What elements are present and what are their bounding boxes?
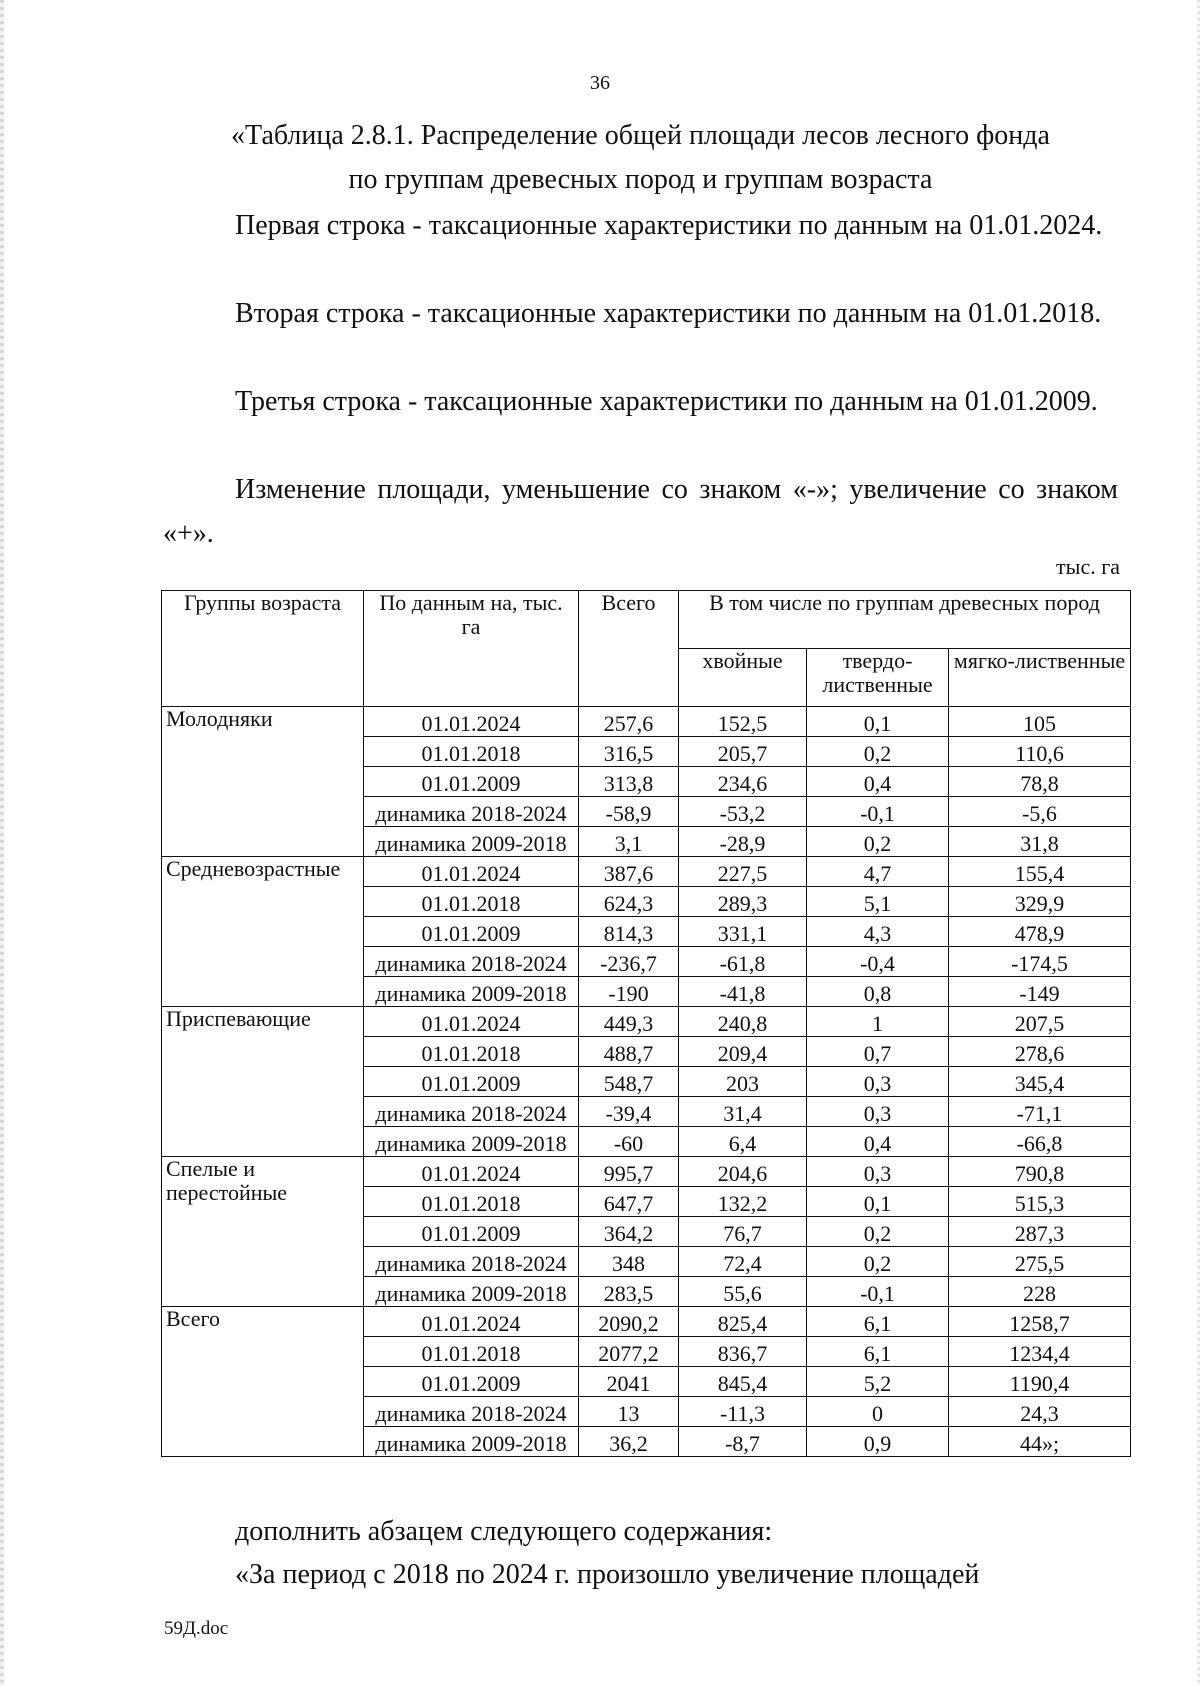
unit-label: тыс. га	[1056, 554, 1120, 579]
date-cell: 01.01.2009	[364, 1217, 579, 1247]
conifer-cell: -61,8	[679, 947, 807, 977]
date-cell: 01.01.2009	[364, 1067, 579, 1097]
date-cell: динамика 2009-2018	[364, 1427, 579, 1457]
conifer-cell: 825,4	[679, 1307, 807, 1337]
total-cell: 995,7	[579, 1157, 679, 1187]
header-softwood: мягко-лиственные	[949, 649, 1131, 707]
date-cell: динамика 2018-2024	[364, 1097, 579, 1127]
hardwood-cell: 1	[807, 1007, 949, 1037]
date-cell: 01.01.2018	[364, 1337, 579, 1367]
total-cell: 488,7	[579, 1037, 679, 1067]
hardwood-cell: 0,4	[807, 1127, 949, 1157]
date-cell: 01.01.2018	[364, 887, 579, 917]
hardwood-cell: 0,1	[807, 1187, 949, 1217]
hardwood-cell: 0,9	[807, 1427, 949, 1457]
table-row	[162, 1007, 1131, 1037]
header-date: По данным на, тыс. га	[364, 591, 579, 707]
softwood-cell: -149	[949, 977, 1131, 1007]
age-group-cell: Молодняки	[162, 707, 364, 857]
total-cell: 2077,2	[579, 1337, 679, 1367]
date-cell: 01.01.2024	[364, 1157, 579, 1187]
softwood-cell: 78,8	[949, 767, 1131, 797]
softwood-cell: 1258,7	[949, 1307, 1131, 1337]
total-cell: -60	[579, 1127, 679, 1157]
paragraph-change-sign: Изменение площади, уменьшение со знаком «-»; увеличение со знаком «+».	[163, 474, 1118, 549]
conifer-cell: 31,4	[679, 1097, 807, 1127]
date-cell: динамика 2009-2018	[364, 1127, 579, 1157]
table-row	[162, 1157, 1131, 1187]
conifer-cell: -53,2	[679, 797, 807, 827]
hardwood-cell: 4,3	[807, 917, 949, 947]
hardwood-cell: -0,1	[807, 797, 949, 827]
total-cell: 2090,2	[579, 1307, 679, 1337]
hardwood-cell: 0,2	[807, 1247, 949, 1277]
paragraph-supplement: дополнить абзацем следующего содержания:	[235, 1516, 773, 1547]
total-cell: 647,7	[579, 1187, 679, 1217]
softwood-cell: 478,9	[949, 917, 1131, 947]
total-cell: 364,2	[579, 1217, 679, 1247]
softwood-cell: 207,5	[949, 1007, 1131, 1037]
hardwood-cell: 0,2	[807, 827, 949, 857]
date-cell: 01.01.2018	[364, 1037, 579, 1067]
softwood-cell: 155,4	[949, 857, 1131, 887]
conifer-cell: -11,3	[679, 1397, 807, 1427]
hardwood-cell: -0,4	[807, 947, 949, 977]
paragraph-third-row: Третья строка - таксационные характеристики по данным на 01.01.2009.	[235, 386, 1098, 417]
softwood-cell: 1190,4	[949, 1367, 1131, 1397]
total-cell: -58,9	[579, 797, 679, 827]
conifer-cell: 227,5	[679, 857, 807, 887]
conifer-cell: -28,9	[679, 827, 807, 857]
age-group-cell: Приспевающие	[162, 1007, 364, 1157]
date-cell: 01.01.2009	[364, 1367, 579, 1397]
total-cell: 387,6	[579, 857, 679, 887]
conifer-cell: 203	[679, 1067, 807, 1097]
date-cell: 01.01.2018	[364, 1187, 579, 1217]
header-species-groups: В том числе по группам древесных пород	[679, 591, 1131, 649]
hardwood-cell: 0,3	[807, 1157, 949, 1187]
forest-area-table	[161, 590, 1131, 1457]
total-cell: 313,8	[579, 767, 679, 797]
total-cell: 316,5	[579, 737, 679, 767]
hardwood-cell: 0,2	[807, 1217, 949, 1247]
conifer-cell: 55,6	[679, 1277, 807, 1307]
conifer-cell: 240,8	[679, 1007, 807, 1037]
softwood-cell: 790,8	[949, 1157, 1131, 1187]
table-caption-line-1: «Таблица 2.8.1. Распределение общей площади лесов лесного фонда	[231, 120, 1050, 151]
table-row	[162, 707, 1131, 737]
hardwood-cell: 0,3	[807, 1097, 949, 1127]
hardwood-cell: 4,7	[807, 857, 949, 887]
conifer-cell: 331,1	[679, 917, 807, 947]
hardwood-cell: 0,8	[807, 977, 949, 1007]
conifer-cell: 132,2	[679, 1187, 807, 1217]
softwood-cell: 345,4	[949, 1067, 1131, 1097]
date-cell: 01.01.2024	[364, 857, 579, 887]
softwood-cell: -5,6	[949, 797, 1131, 827]
conifer-cell: 234,6	[679, 767, 807, 797]
paragraph-period-change: «За период с 2018 по 2024 г. произошло увеличение площадей	[235, 1559, 980, 1590]
hardwood-cell: 6,1	[807, 1337, 949, 1367]
total-cell: 13	[579, 1397, 679, 1427]
conifer-cell: 76,7	[679, 1217, 807, 1247]
date-cell: 01.01.2009	[364, 917, 579, 947]
header-hardwood: твердо-лиственные	[807, 649, 949, 707]
conifer-cell: 72,4	[679, 1247, 807, 1277]
softwood-cell: 228	[949, 1277, 1131, 1307]
hardwood-cell: 5,1	[807, 887, 949, 917]
conifer-cell: -41,8	[679, 977, 807, 1007]
softwood-cell: -71,1	[949, 1097, 1131, 1127]
date-cell: 01.01.2009	[364, 767, 579, 797]
hardwood-cell: 6,1	[807, 1307, 949, 1337]
total-cell: 548,7	[579, 1067, 679, 1097]
softwood-cell: 105	[949, 707, 1131, 737]
date-cell: динамика 2009-2018	[364, 1277, 579, 1307]
total-cell: 449,3	[579, 1007, 679, 1037]
header-total: Всего	[579, 591, 679, 707]
conifer-cell: -8,7	[679, 1427, 807, 1457]
softwood-cell: -66,8	[949, 1127, 1131, 1157]
softwood-cell: 1234,4	[949, 1337, 1131, 1367]
total-cell: -236,7	[579, 947, 679, 977]
header-conifer: хвойные	[679, 649, 807, 707]
softwood-cell: 275,5	[949, 1247, 1131, 1277]
footer-filename: 59Д.doc	[164, 1618, 229, 1639]
hardwood-cell: 0,2	[807, 737, 949, 767]
date-cell: 01.01.2024	[364, 707, 579, 737]
softwood-cell: 110,6	[949, 737, 1131, 767]
total-cell: 814,3	[579, 917, 679, 947]
page-number: 36	[590, 72, 610, 94]
total-cell: -39,4	[579, 1097, 679, 1127]
softwood-cell: 515,3	[949, 1187, 1131, 1217]
header-age-groups: Группы возраста	[162, 591, 364, 707]
date-cell: 01.01.2024	[364, 1307, 579, 1337]
conifer-cell: 204,6	[679, 1157, 807, 1187]
age-group-cell: Всего	[162, 1307, 364, 1457]
total-cell: 283,5	[579, 1277, 679, 1307]
conifer-cell: 836,7	[679, 1337, 807, 1367]
conifer-cell: 205,7	[679, 737, 807, 767]
softwood-cell: 329,9	[949, 887, 1131, 917]
hardwood-cell: 0,3	[807, 1067, 949, 1097]
date-cell: 01.01.2018	[364, 737, 579, 767]
table-caption-line-2: по группам древесных пород и группам возраста	[348, 164, 933, 195]
conifer-cell: 6,4	[679, 1127, 807, 1157]
age-group-cell: Спелые и перестойные	[162, 1157, 364, 1307]
date-cell: динамика 2018-2024	[364, 797, 579, 827]
total-cell: 348	[579, 1247, 679, 1277]
date-cell: динамика 2018-2024	[364, 947, 579, 977]
paragraph-second-row: Вторая строка - таксационные характеристики по данным на 01.01.2018.	[235, 298, 1102, 329]
date-cell: 01.01.2024	[364, 1007, 579, 1037]
conifer-cell: 152,5	[679, 707, 807, 737]
total-cell: 624,3	[579, 887, 679, 917]
hardwood-cell: 0	[807, 1397, 949, 1427]
softwood-cell: 44»;	[949, 1427, 1131, 1457]
total-cell: 36,2	[579, 1427, 679, 1457]
scan-edge-left	[0, 0, 4, 1686]
conifer-cell: 845,4	[679, 1367, 807, 1397]
date-cell: динамика 2018-2024	[364, 1247, 579, 1277]
softwood-cell: 278,6	[949, 1037, 1131, 1067]
conifer-cell: 289,3	[679, 887, 807, 917]
age-group-cell: Средневозрастные	[162, 857, 364, 1007]
date-cell: динамика 2018-2024	[364, 1397, 579, 1427]
table-row	[162, 857, 1131, 887]
softwood-cell: 287,3	[949, 1217, 1131, 1247]
hardwood-cell: 0,1	[807, 707, 949, 737]
hardwood-cell: 5,2	[807, 1367, 949, 1397]
paragraph-first-row: Первая строка - таксационные характеристики по данным на 01.01.2024.	[235, 210, 1103, 241]
softwood-cell: 31,8	[949, 827, 1131, 857]
hardwood-cell: 0,7	[807, 1037, 949, 1067]
total-cell: -190	[579, 977, 679, 1007]
date-cell: динамика 2009-2018	[364, 827, 579, 857]
total-cell: 2041	[579, 1367, 679, 1397]
total-cell: 257,6	[579, 707, 679, 737]
table-row	[162, 1307, 1131, 1337]
date-cell: динамика 2009-2018	[364, 977, 579, 1007]
softwood-cell: 24,3	[949, 1397, 1131, 1427]
hardwood-cell: 0,4	[807, 767, 949, 797]
hardwood-cell: -0,1	[807, 1277, 949, 1307]
softwood-cell: -174,5	[949, 947, 1131, 977]
total-cell: 3,1	[579, 827, 679, 857]
conifer-cell: 209,4	[679, 1037, 807, 1067]
